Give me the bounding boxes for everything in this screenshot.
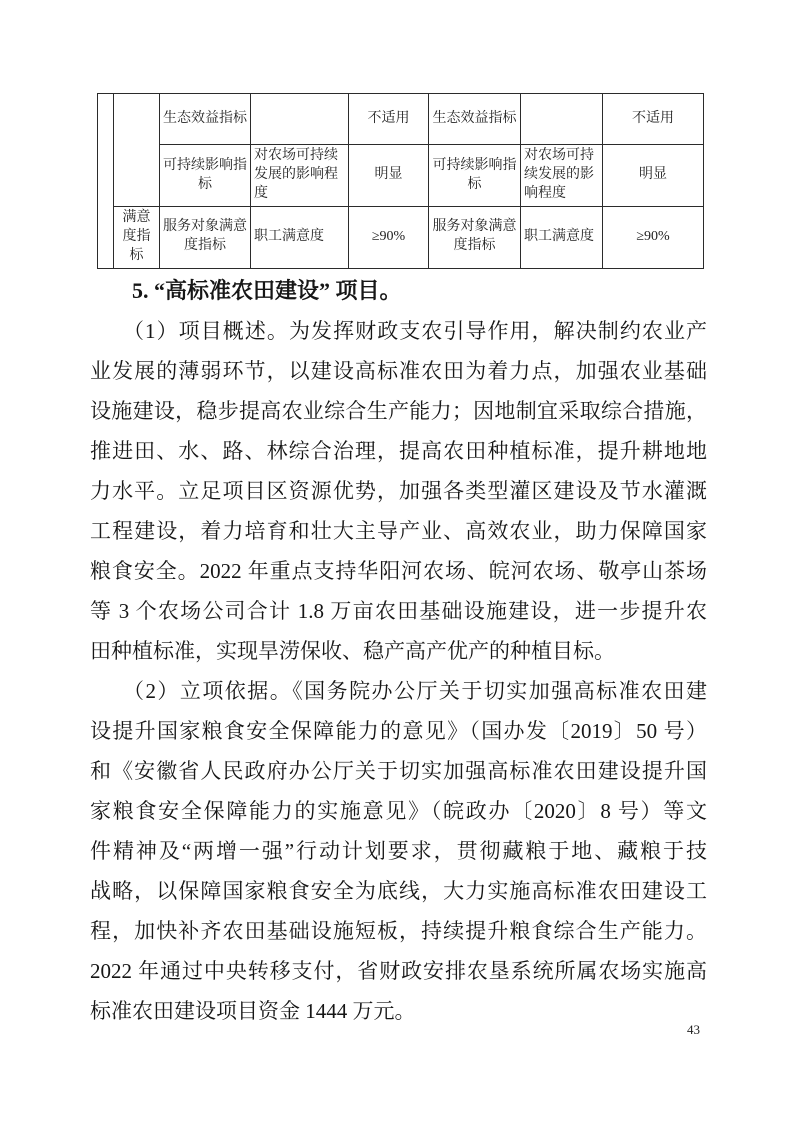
body-line: 推进田、水、路、林综合治理，提高农田种植标准，提升耕地地 <box>90 439 707 463</box>
table-cell-category: 满意度指标 <box>114 207 160 269</box>
table-cell-description: 对农场可持续发展的影响程度 <box>251 145 349 207</box>
table-row <box>98 94 704 145</box>
body-line: 家粮食安全保障能力的实施意见》（皖政办〔2020〕8 号）等文 <box>90 799 707 823</box>
body-text <box>90 271 707 1031</box>
table-cell-description: 对农场可持续发展的影响程度 <box>521 145 603 207</box>
body-line: （2）立项依据。《国务院办公厅关于切实加强高标准农田建 <box>123 679 707 703</box>
table-cell-description <box>521 94 603 145</box>
body-line: 田种植标准，实现旱涝保收、稳产高产优产的种植目标。 <box>90 639 615 663</box>
table-row <box>98 207 704 269</box>
body-line: 2022 年通过中央转移支付，省财政安排农垦系统所属农场实施高 <box>90 959 707 983</box>
body-line: 件精神及“两增一强”行动计划要求，贯彻藏粮于地、藏粮于技 <box>90 839 707 863</box>
body-line: 工程建设，着力培育和壮大主导产业、高效农业，助力保障国家 <box>90 519 707 543</box>
table-cell-value: 明显 <box>349 145 429 207</box>
indicator-table <box>97 93 704 269</box>
body-line: 力水平。立足项目区资源优势，加强各类型灌区建设及节水灌溉 <box>90 479 707 503</box>
paragraph-project-basis <box>90 671 707 1031</box>
table-cell-value: 不适用 <box>349 94 429 145</box>
table-cell-indicator: 可持续影响指标 <box>160 145 251 207</box>
table-cell-description <box>251 94 349 145</box>
body-line: 和《安徽省人民政府办公厅关于切实加强高标准农田建设提升国 <box>90 759 707 783</box>
body-line: 等 3 个农场公司合计 1.8 万亩农田基础设施建设，进一步提升农 <box>90 599 707 623</box>
table-cell-indicator: 服务对象满意度指标 <box>160 207 251 269</box>
table-cell-category-blank <box>114 94 160 207</box>
section-heading: 5. “高标准农田建设” 项目。 <box>132 278 402 303</box>
table-cell-indicator: 生态效益指标 <box>429 94 521 145</box>
table-cell-value: 明显 <box>603 145 704 207</box>
paragraph-project-overview <box>90 311 707 671</box>
table-cell-description: 职工满意度 <box>521 207 603 269</box>
body-line: 标准农田建设项目资金 1444 万元。 <box>90 999 416 1023</box>
table-cell-value: ≥90% <box>603 207 704 269</box>
table-cell-left-spacer <box>98 94 114 269</box>
page-number: 43 <box>687 1022 700 1037</box>
table-cell-indicator: 可持续影响指标 <box>429 145 521 207</box>
body-line: 战略，以保障国家粮食安全为底线，大力实施高标准农田建设工 <box>90 879 707 903</box>
table-cell-value: ≥90% <box>349 207 429 269</box>
table-cell-indicator: 生态效益指标 <box>160 94 251 145</box>
table-cell-value: 不适用 <box>603 94 704 145</box>
body-line: 程，加快补齐农田基础设施短板，持续提升粮食综合生产能力。 <box>90 919 707 943</box>
table-row <box>98 145 704 207</box>
body-line: 业发展的薄弱环节，以建设高标准农田为着力点，加强农业基础 <box>90 359 707 383</box>
body-line: 设施建设，稳步提高农业综合生产能力；因地制宜采取综合措施， <box>90 399 707 423</box>
body-line: 设提升国家粮食安全保障能力的意见》（国办发〔2019〕50 号） <box>90 719 707 743</box>
table-cell-description: 职工满意度 <box>251 207 349 269</box>
body-line: 粮食安全。2022 年重点支持华阳河农场、皖河农场、敬亭山茶场 <box>90 559 707 583</box>
table-cell-indicator: 服务对象满意度指标 <box>429 207 521 269</box>
body-line: （1）项目概述。为发挥财政支农引导作用，解决制约农业产 <box>123 319 707 343</box>
